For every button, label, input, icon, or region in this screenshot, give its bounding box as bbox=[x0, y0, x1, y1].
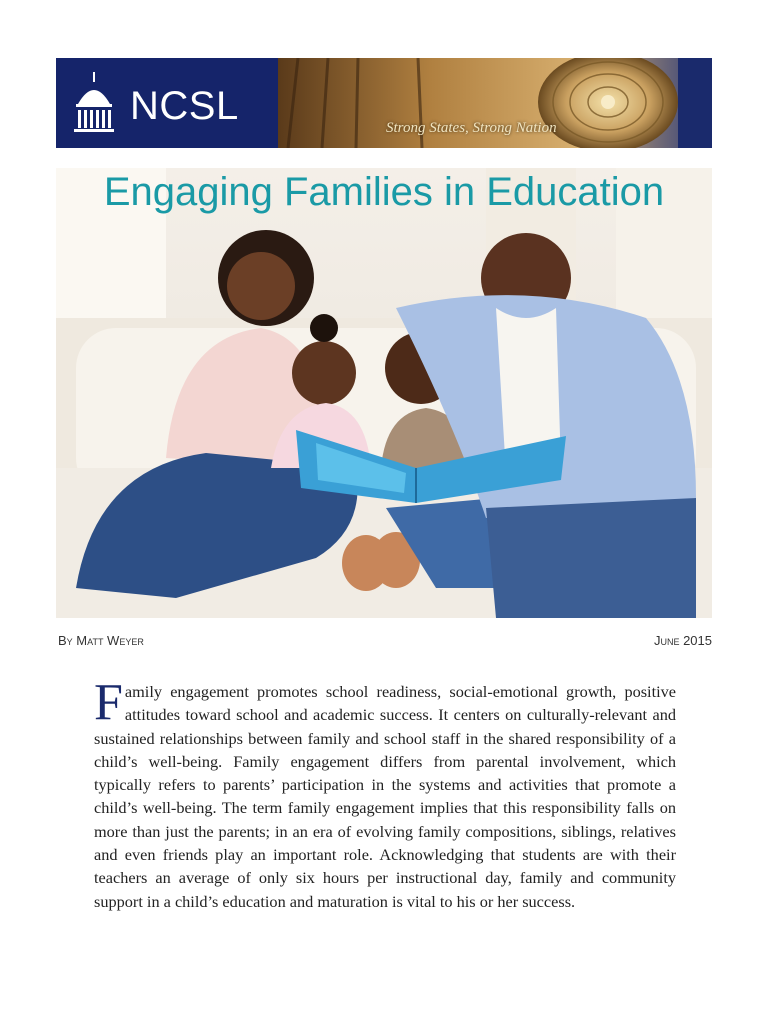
family-reading-illustration bbox=[56, 168, 712, 618]
paragraph-text: amily engagement promotes school readiness, social-emotional growth, positive attitudes toward school and academic success. It centers on culturally-relevant and sustained relationships between family and school staff in the shared responsibility of a child’s well-being. Family engagement differs from parental involvement, which typically refers to parents’ participation in the systems and activities that promote a child’s well-being. The term family engagement implies that this responsibility falls on more than just the parents; in an era of evolving family compositions, siblings, relatives and even friends play an important role. Acknowledging that students are with their teachers an average of only six hours per instructional day, family and community support in a child’s education and maturation is vital to his or her success. bbox=[94, 682, 676, 911]
intro-paragraph bbox=[94, 674, 676, 913]
page-title: Engaging Families in Education bbox=[103, 170, 665, 214]
tagline: Strong States, Strong Nation bbox=[386, 120, 557, 136]
header-banner bbox=[56, 58, 712, 148]
capitol-dome-icon bbox=[70, 70, 118, 136]
drop-cap: F bbox=[94, 674, 123, 731]
author-byline: By Matt Weyer bbox=[58, 633, 144, 648]
hero-photo bbox=[56, 168, 712, 618]
banner-logo-area bbox=[56, 58, 278, 148]
publication-date: June 2015 bbox=[653, 633, 712, 648]
ncsl-logo-text: NCSL bbox=[130, 84, 239, 128]
